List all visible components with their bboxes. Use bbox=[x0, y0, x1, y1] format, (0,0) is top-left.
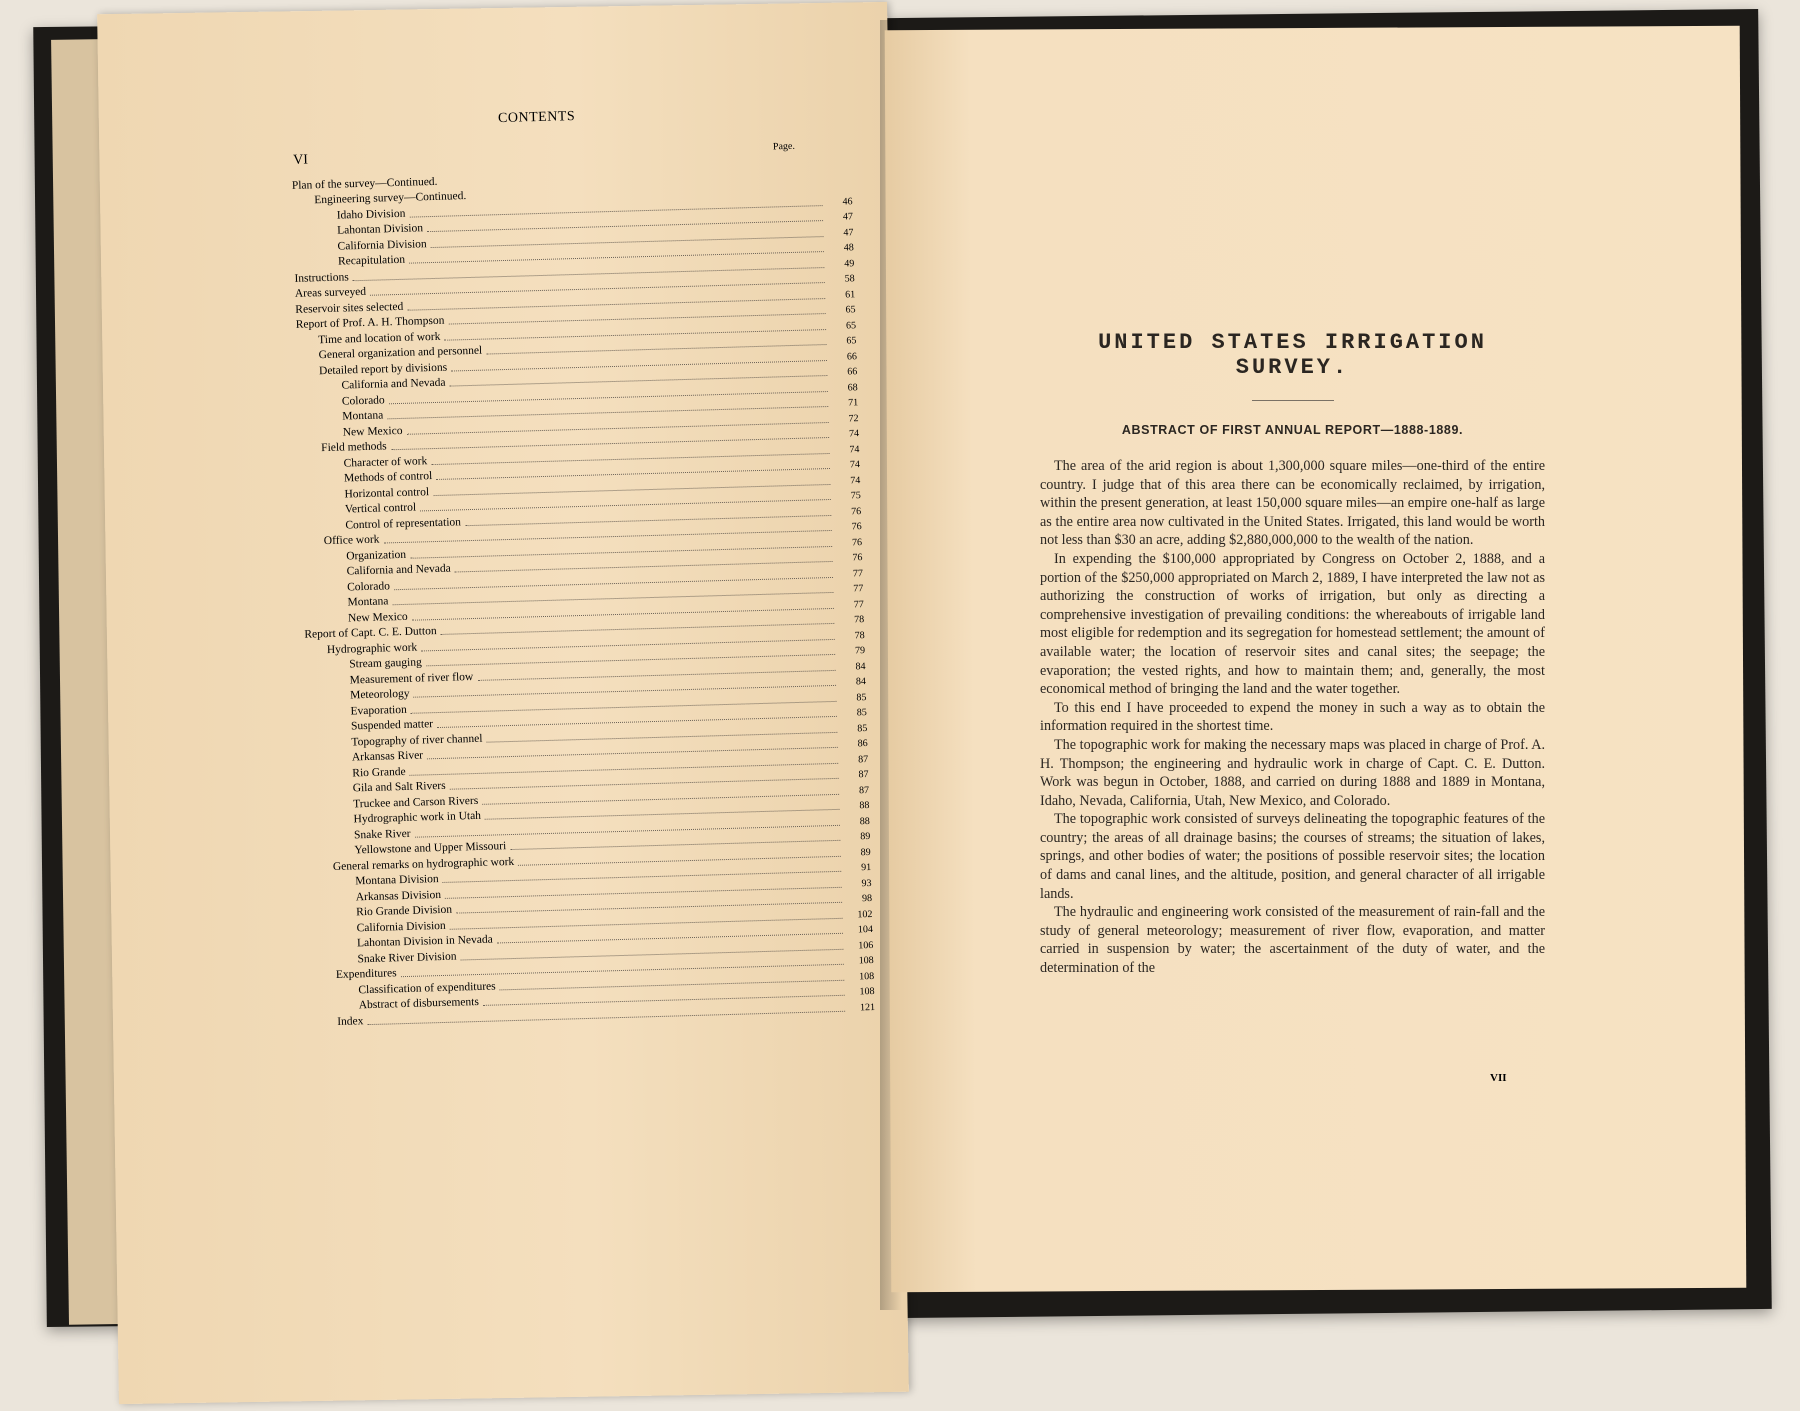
toc-entry-title: Lahontan Division bbox=[336, 222, 424, 237]
toc-entry-page: 87 bbox=[857, 753, 869, 765]
report-title: UNITED STATES IRRIGATION SURVEY. bbox=[1098, 330, 1487, 380]
toc-entry-title: General organization and personnel bbox=[318, 344, 483, 362]
toc-entry-title: Hydrographic work bbox=[326, 641, 418, 656]
toc-entry-title: Idaho Division bbox=[336, 207, 406, 222]
abstract-heading: ABSTRACT OF FIRST ANNUAL REPORT—1888-1889. bbox=[1121, 423, 1464, 437]
toc-entry-page: 78 bbox=[854, 614, 865, 626]
toc-entry-page: 47 bbox=[843, 226, 854, 239]
toc-entry-title: Engineering survey—Continued. bbox=[314, 190, 467, 207]
toc-entry-page: 65 bbox=[845, 319, 857, 331]
toc-entry-title: Truckee and Carson Rivers bbox=[352, 794, 479, 810]
toc-entry-title: Vertical control bbox=[344, 501, 417, 516]
toc-entry-title: Suspended matter bbox=[350, 718, 434, 733]
toc-entry-page: 77 bbox=[852, 567, 864, 579]
toc-entry-page: 77 bbox=[853, 583, 864, 595]
toc-entry-title: California Division bbox=[337, 237, 427, 253]
toc-entry-title: New Mexico bbox=[347, 610, 408, 625]
toc-entry-title: Colorado bbox=[346, 579, 391, 594]
toc-entry-title: Stream gauging bbox=[349, 656, 422, 671]
toc-entry-title: Montana bbox=[347, 595, 389, 609]
article bbox=[1040, 330, 1545, 978]
page-column-label: Page. bbox=[772, 140, 796, 153]
toc-entry-title: Measurement of river flow bbox=[349, 670, 474, 686]
toc-entry-page: 121 bbox=[859, 1001, 876, 1013]
toc-entry-page: 98 bbox=[861, 892, 873, 905]
toc-entry-page: 71 bbox=[848, 397, 859, 409]
toc-entry-title: Topography of river channel bbox=[351, 732, 483, 748]
toc-entry-page: 74 bbox=[849, 459, 861, 471]
toc-entry-page: 84 bbox=[855, 660, 866, 672]
toc-entry-title: Yellowstone and Upper Missouri bbox=[354, 840, 507, 857]
toc-entry-page: 48 bbox=[843, 242, 854, 254]
toc-entry-page: 76 bbox=[851, 521, 862, 533]
contents-heading: CONTENTS bbox=[497, 108, 576, 127]
paragraph: In expending the $100,000 appropriated by Congress on October 2, 1888, and a portion of the $250,000 appropriated on March 2, 1889, I have interpreted the law not as authorizing the construction of works of irrigation, but only as directing a comprehensive investigation of prevailing conditions: the whereabouts of irrigable land most eligible for redemption and its segregation for homestead settlement; the amount of available water; the location of reservoir sites and canal sites; the seepage; the evaporation; the vested rights, and how to maintain them; and, generally, the most economical method of bringing the land and the water together. bbox=[1040, 550, 1545, 698]
page-numeral: VI bbox=[292, 152, 309, 168]
toc-entry-page: 102 bbox=[857, 908, 873, 920]
toc-entry-title: General remarks on hydrographic work bbox=[332, 855, 515, 873]
toc-entry-title: Gila and Salt Rivers bbox=[352, 779, 446, 795]
toc-entry-page: 65 bbox=[846, 335, 857, 347]
toc-entry-page: 85 bbox=[857, 722, 868, 734]
toc-entry-page: 93 bbox=[861, 877, 872, 889]
toc-entry-page: 68 bbox=[847, 381, 858, 393]
toc-entry-page: 74 bbox=[849, 443, 860, 455]
page-folio: VII bbox=[1490, 1072, 1507, 1084]
toc-entry-title: Montana Division bbox=[355, 873, 439, 888]
toc-entry-title: Index bbox=[337, 1014, 364, 1028]
toc-entry-page: 74 bbox=[850, 474, 861, 486]
toc-entry-title: New Mexico bbox=[342, 424, 403, 439]
toc-entry-title: Meteorology bbox=[349, 687, 410, 702]
toc-entry-page: 74 bbox=[848, 428, 860, 440]
toc-entry-page: 46 bbox=[842, 195, 853, 208]
toc-entry-title: Character of work bbox=[343, 454, 428, 470]
title-rule bbox=[1252, 400, 1334, 401]
toc-entry-title: Recapitulation bbox=[337, 253, 406, 268]
toc-entry-title: Field methods bbox=[321, 440, 387, 455]
toc-entry-page: 108 bbox=[859, 970, 875, 982]
toc-entry-title: Rio Grande bbox=[352, 765, 406, 779]
toc-entry-page: 85 bbox=[856, 707, 867, 719]
toc-entry-page: 78 bbox=[854, 629, 865, 641]
toc-entry-title: Plan of the survey—Continued. bbox=[291, 175, 438, 192]
toc-entry-page: 108 bbox=[859, 985, 875, 998]
toc-entry-page: 66 bbox=[846, 350, 858, 362]
toc-entry-title: Abstract of disbursements bbox=[358, 996, 480, 1012]
toc-entry-title: Colorado bbox=[341, 393, 385, 408]
toc-entry-page: 72 bbox=[848, 412, 859, 424]
toc-entry-page: 61 bbox=[844, 288, 856, 300]
toc-entry-title: Hydrographic work in Utah bbox=[353, 809, 482, 826]
toc-entry-page: 106 bbox=[858, 939, 874, 951]
toc-entry-page: 91 bbox=[860, 861, 872, 874]
toc-entry-title: Reservoir sites selected bbox=[295, 300, 404, 316]
toc-entry-title: Organization bbox=[346, 548, 407, 563]
toc-entry-title: Horizontal control bbox=[344, 485, 430, 501]
toc-entry-page: 86 bbox=[857, 738, 868, 750]
paragraph: The topographic work for making the necessary maps was placed in charge of Prof. A. H. Thompson; the engineering and hydraulic work in charge of Capt. C. E. Dutton. Work was begun in October, 1888, and carried on during 1888 and 1889 in Montana, Idaho, Nevada, California, Utah, New Mexico, and Colorado. bbox=[1040, 736, 1545, 809]
toc-entry-title: Report of Capt. C. E. Dutton bbox=[304, 625, 437, 641]
toc-entry-page: 84 bbox=[855, 676, 867, 688]
toc-entry-title: California and Nevada bbox=[341, 376, 446, 392]
toc-entry-title: Arkansas Division bbox=[355, 888, 442, 903]
toc-entry-title: Lahontan Division in Nevada bbox=[356, 933, 493, 950]
toc-entry-page: 49 bbox=[844, 257, 855, 270]
paragraph: The hydraulic and engineering work consisted of the measurement of rain-fall and the study of general meteorology; measurement of river flow, evaporation, and matter carried in suspension by water; the ascertainment of the duty of water, and the determination of the bbox=[1040, 904, 1545, 977]
toc-entry-title: Instructions bbox=[294, 270, 349, 285]
table-of-contents bbox=[292, 161, 876, 1029]
toc-entry-title: Areas surveyed bbox=[294, 285, 367, 300]
toc-entry-title: Snake River Division bbox=[357, 950, 457, 965]
toc-entry-page: 75 bbox=[850, 490, 861, 502]
toc-entry-page: 79 bbox=[854, 645, 866, 657]
toc-entry-page: 76 bbox=[851, 536, 863, 548]
toc-entry-page: 89 bbox=[860, 831, 871, 843]
paragraph: The area of the arid region is about 1,300,000 square miles—one-third of the entire country. I judge that of this area there can be economically reclaimed, by irrigation, within the present generation, at least 150,000 square miles—an empire one-half as large as the entire area now cultivated in the United States. Irrigated, this land would be worth not less than $30 an acre, adding $2,880,000,000 to the wealth of the nation. bbox=[1040, 458, 1545, 549]
toc-entry-title: California Division bbox=[356, 919, 446, 934]
toc-entry-page: 77 bbox=[853, 598, 864, 610]
toc-entry-title: Snake River bbox=[353, 827, 411, 841]
toc-entry-title: Classification of expenditures bbox=[358, 980, 496, 996]
toc-entry-title: Arkansas River bbox=[351, 749, 424, 764]
toc-entry-title: Evaporation bbox=[350, 703, 407, 717]
paragraph: To this end I have proceeded to expend the money in such a way as to obtain the information required in the shortest time. bbox=[1040, 699, 1545, 735]
toc-entry-title: California and Nevada bbox=[346, 562, 451, 578]
toc-entry-page: 87 bbox=[858, 769, 869, 781]
toc-entry-page: 88 bbox=[859, 815, 870, 827]
toc-entry-page: 66 bbox=[847, 366, 858, 378]
toc-entry-title: Expenditures bbox=[335, 967, 397, 981]
toc-entry-page: 58 bbox=[844, 273, 855, 285]
toc-entry-page: 65 bbox=[845, 304, 856, 316]
toc-entry-title: Control of representation bbox=[345, 515, 462, 532]
toc-entry-page: 76 bbox=[852, 552, 863, 564]
toc-entry-title: Methods of control bbox=[343, 470, 433, 485]
toc-entry-title: Rio Grande Division bbox=[356, 903, 453, 919]
toc-entry-title: Detailed report by divisions bbox=[318, 361, 448, 377]
toc-entry-page: 89 bbox=[860, 846, 871, 858]
toc-entry-page: 104 bbox=[857, 923, 874, 936]
toc-entry-page: 88 bbox=[859, 800, 870, 812]
paragraph: The topographic work consisted of surveys delineating the topographic features of the country; the areas of all drainage basins; the courses of streams; the situation of lakes, springs, and other bodies of water; the positions of possible reservoir sites; the location of dams and canal lines, and the altitude, position, and general character of all irrigable lands. bbox=[1040, 811, 1545, 902]
toc-entry-page: 76 bbox=[851, 505, 862, 517]
toc-entry-page: 85 bbox=[856, 691, 867, 703]
toc-entry-title: Office work bbox=[323, 533, 380, 548]
toc-entry-title: Montana bbox=[342, 409, 384, 423]
toc-entry-page: 47 bbox=[842, 211, 854, 223]
toc-entry-page: 108 bbox=[858, 954, 874, 967]
toc-entry-title: Report of Prof. A. H. Thompson bbox=[295, 314, 445, 331]
toc-entry-title: Time and location of work bbox=[318, 330, 441, 346]
toc-entry-page: 87 bbox=[858, 784, 870, 796]
